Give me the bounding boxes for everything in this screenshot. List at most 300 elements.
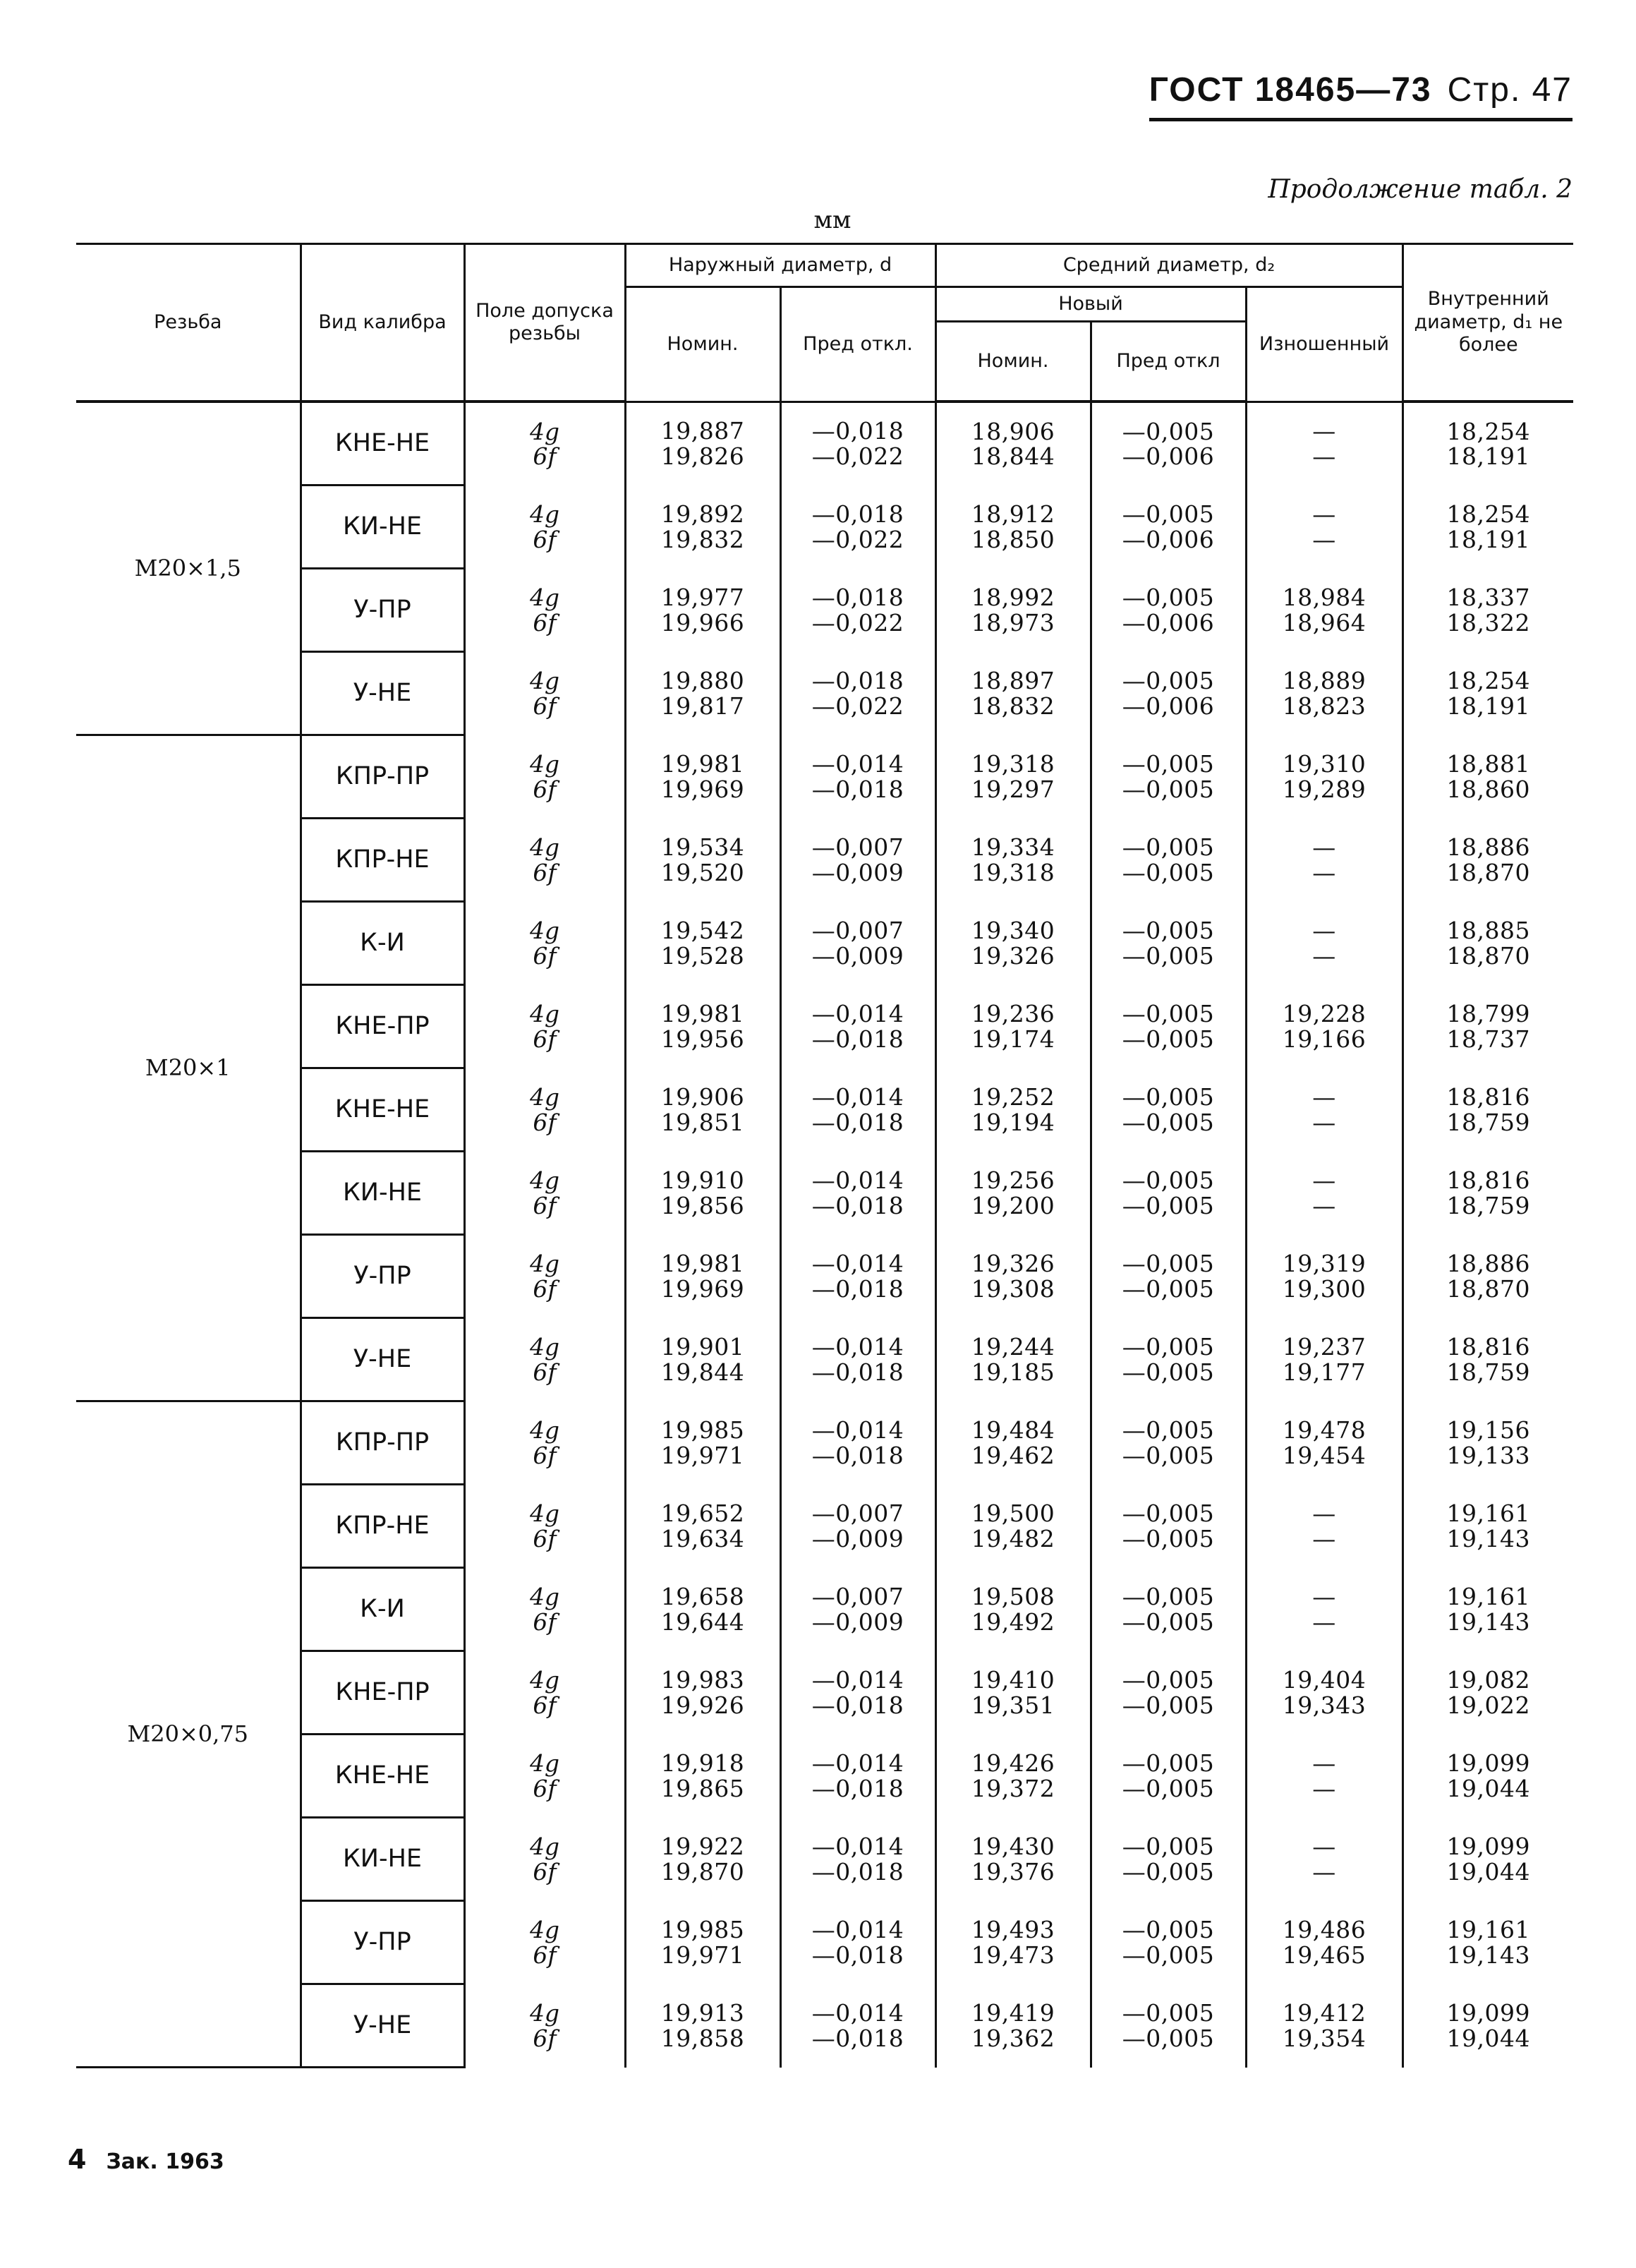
inner-diameter-cell-line: 19,143 — [1446, 1941, 1530, 1969]
mean-diameter-deviation-cell — [1091, 1651, 1246, 1735]
inner-diameter-cell-line: 19,044 — [1446, 1774, 1530, 1802]
mean-diameter-nominal-cell-line: 18,973 — [971, 608, 1055, 637]
tolerance-field-cell — [464, 819, 625, 902]
outer-diameter-nominal-cell — [625, 1235, 780, 1318]
unit-label: мм — [813, 206, 852, 234]
mean-diameter-nominal-cell — [935, 485, 1091, 569]
gauge-type-cell: К-И — [301, 1568, 464, 1651]
mean-diameter-nominal-cell-line: 19,500 — [971, 1499, 1055, 1527]
inner-diameter-cell — [1402, 402, 1573, 485]
inner-diameter-cell — [1402, 735, 1573, 819]
gauge-type-cell: КНЕ-НЕ — [301, 402, 464, 485]
tolerance-field-cell-line: 6f — [533, 1774, 557, 1802]
mean-diameter-worn-cell-line: 19,237 — [1282, 1332, 1367, 1361]
outer-diameter-deviation-cell-line: —0,022 — [811, 608, 904, 637]
mean-diameter-worn-cell-line: 19,166 — [1282, 1025, 1367, 1053]
tolerance-field-cell — [464, 1568, 625, 1651]
col-inner-diameter: Внутренний диаметр, d₁ не более — [1402, 244, 1573, 402]
outer-diameter-nominal-cell-line: 19,971 — [660, 1941, 745, 1969]
inner-diameter-cell-line: 18,191 — [1446, 525, 1530, 553]
mean-diameter-nominal-cell-line: 19,372 — [971, 1774, 1055, 1802]
mean-diameter-worn-cell — [1246, 1901, 1402, 1984]
tolerance-field-cell — [464, 1901, 625, 1984]
standard-number: ГОСТ 18465—73 — [1149, 71, 1432, 109]
table-row — [76, 569, 1573, 652]
outer-diameter-deviation-cell — [780, 1735, 935, 1818]
tolerance-field-cell-line: 4g — [529, 1915, 560, 1943]
tolerance-field-cell — [464, 902, 625, 985]
mean-diameter-nominal-cell-line: 19,308 — [971, 1274, 1055, 1303]
inner-diameter-cell-line: 18,799 — [1446, 999, 1530, 1027]
tolerance-field-cell-line: 6f — [533, 608, 557, 637]
outer-diameter-deviation-cell — [780, 1651, 935, 1735]
outer-diameter-deviation-cell-line: —0,014 — [811, 1832, 904, 1860]
outer-diameter-nominal-cell-line: 19,534 — [660, 833, 745, 861]
mean-diameter-nominal-cell-line: 19,252 — [971, 1082, 1055, 1111]
table-row — [76, 735, 1573, 819]
table-row — [76, 1651, 1573, 1735]
mean-diameter-deviation-cell-line: —0,005 — [1122, 999, 1215, 1027]
tolerance-field-cell-line: 4g — [529, 1249, 560, 1277]
mean-diameter-deviation-cell — [1091, 1401, 1246, 1485]
outer-diameter-deviation-cell-line: —0,018 — [811, 1191, 904, 1219]
mean-diameter-worn-cell-line: 19,465 — [1282, 1941, 1367, 1969]
outer-diameter-nominal-cell-line: 19,985 — [660, 1915, 745, 1943]
mean-diameter-nominal-cell — [935, 1568, 1091, 1651]
inner-diameter-cell — [1402, 1901, 1573, 1984]
mean-diameter-worn-cell-line: 18,889 — [1282, 666, 1367, 694]
inner-diameter-cell-line: 18,337 — [1446, 583, 1530, 611]
inner-diameter-cell — [1402, 569, 1573, 652]
mean-diameter-worn-cell — [1246, 902, 1402, 985]
mean-diameter-deviation-cell — [1091, 402, 1246, 485]
outer-diameter-deviation-cell-line: —0,007 — [811, 1582, 904, 1610]
mean-diameter-deviation-cell — [1091, 1818, 1246, 1901]
tolerance-field-cell-line: 4g — [529, 1082, 560, 1111]
tolerance-field-cell — [464, 485, 625, 569]
outer-diameter-deviation-cell-line: —0,018 — [811, 417, 904, 445]
tolerance-field-cell-line: 4g — [529, 916, 560, 944]
mean-diameter-deviation-cell-line: —0,005 — [1122, 1998, 1215, 2027]
mean-diameter-deviation-cell-line: —0,006 — [1122, 442, 1215, 471]
mean-diameter-deviation-cell-line: —0,005 — [1122, 916, 1215, 944]
mean-diameter-worn-cell-line: 19,300 — [1282, 1274, 1367, 1303]
outer-diameter-deviation-cell-line: —0,022 — [811, 442, 904, 470]
tolerance-field-cell-line: 6f — [533, 1607, 557, 1636]
mean-diameter-nominal-cell — [935, 985, 1091, 1068]
mean-diameter-worn-cell-line: — — [1312, 1082, 1336, 1111]
outer-diameter-nominal-cell-line: 19,856 — [660, 1191, 745, 1219]
mean-diameter-deviation-cell-line: —0,005 — [1122, 1166, 1215, 1194]
mean-diameter-deviation-cell-line: —0,005 — [1122, 500, 1215, 528]
outer-diameter-deviation-cell-line: —0,007 — [811, 833, 904, 861]
outer-diameter-nominal-cell-line: 19,892 — [660, 500, 745, 528]
outer-diameter-deviation-cell — [780, 1152, 935, 1235]
mean-diameter-deviation-cell — [1091, 1485, 1246, 1568]
gauge-type-cell: У-НЕ — [301, 1318, 464, 1401]
tolerance-field-cell-line: 6f — [533, 1941, 557, 1969]
outer-diameter-nominal-cell — [625, 652, 780, 735]
mean-diameter-deviation-cell-line: —0,005 — [1122, 1857, 1215, 1886]
tolerance-field-cell-line: 4g — [529, 833, 560, 861]
mean-diameter-nominal-cell — [935, 1651, 1091, 1735]
mean-diameter-deviation-cell — [1091, 1984, 1246, 2068]
inner-diameter-cell-line: 18,191 — [1446, 442, 1530, 471]
outer-diameter-nominal-cell — [625, 1984, 780, 2068]
outer-diameter-deviation-cell-line: —0,018 — [811, 775, 904, 803]
mean-diameter-nominal-cell-line: 19,473 — [971, 1941, 1055, 1969]
mean-diameter-deviation-cell — [1091, 485, 1246, 569]
outer-diameter-deviation-cell-line: —0,014 — [811, 1082, 904, 1111]
table-row — [76, 1235, 1573, 1318]
mean-diameter-deviation-cell — [1091, 735, 1246, 819]
inner-diameter-cell-line: 19,133 — [1446, 1441, 1530, 1469]
outer-diameter-nominal-cell-line: 19,922 — [660, 1832, 745, 1860]
inner-diameter-cell-line: 18,860 — [1446, 775, 1530, 803]
gauge-type-cell: КПР-ПР — [301, 735, 464, 819]
gauge-type-cell: КИ-НЕ — [301, 1818, 464, 1901]
inner-diameter-cell-line: 18,885 — [1446, 916, 1530, 944]
mean-diameter-nominal-cell — [935, 1901, 1091, 1984]
mean-diameter-nominal-cell-line: 19,326 — [971, 1249, 1055, 1277]
outer-diameter-deviation-cell-line: —0,007 — [811, 1499, 904, 1527]
mean-diameter-nominal-cell — [935, 1818, 1091, 1901]
outer-diameter-deviation-cell — [780, 735, 935, 819]
table-header — [76, 244, 1573, 402]
outer-diameter-nominal-cell — [625, 1901, 780, 1984]
mean-diameter-nominal-cell-line: 18,992 — [971, 583, 1055, 611]
tolerance-field-cell — [464, 1735, 625, 1818]
col-mean-new: Новый — [935, 287, 1246, 322]
mean-diameter-nominal-cell-line: 19,318 — [971, 858, 1055, 886]
mean-diameter-nominal-cell-line: 19,297 — [971, 775, 1055, 803]
inner-diameter-cell — [1402, 652, 1573, 735]
outer-diameter-deviation-cell — [780, 1485, 935, 1568]
table-body — [76, 402, 1573, 2068]
inner-diameter-cell-line: 18,191 — [1446, 692, 1530, 720]
outer-diameter-deviation-cell-line: —0,018 — [811, 2024, 904, 2052]
mean-diameter-deviation-cell-line: —0,005 — [1122, 749, 1215, 778]
inner-diameter-cell-line: 18,254 — [1446, 417, 1530, 445]
mean-diameter-worn-cell-line: 19,289 — [1282, 775, 1367, 803]
gauge-type-cell: К-И — [301, 902, 464, 985]
mean-diameter-nominal-cell-line: 19,484 — [971, 1416, 1055, 1444]
mean-diameter-nominal-cell — [935, 569, 1091, 652]
tolerance-field-cell-line: 6f — [533, 442, 557, 471]
outer-diameter-deviation-cell-line: —0,018 — [811, 1774, 904, 1802]
inner-diameter-cell-line: 19,022 — [1446, 1691, 1530, 1719]
mean-diameter-deviation-cell — [1091, 1901, 1246, 1984]
mean-diameter-deviation-cell-line: —0,005 — [1122, 1025, 1215, 1053]
mean-diameter-deviation-cell — [1091, 652, 1246, 735]
outer-diameter-nominal-cell-line: 19,880 — [660, 666, 745, 694]
inner-diameter-cell — [1402, 1568, 1573, 1651]
col-outer-diameter: Наружный диаметр, d — [625, 244, 935, 287]
mean-diameter-deviation-cell-line: —0,005 — [1122, 1941, 1215, 1969]
inner-diameter-cell-line: 18,870 — [1446, 1274, 1530, 1303]
mean-diameter-deviation-cell — [1091, 1068, 1246, 1152]
inner-diameter-cell — [1402, 1735, 1573, 1818]
tolerance-field-cell-line: 4g — [529, 1499, 560, 1527]
tolerance-field-cell-line: 6f — [533, 1025, 557, 1053]
mean-diameter-deviation-cell-line: —0,005 — [1122, 1607, 1215, 1636]
mean-diameter-nominal-cell-line: 18,844 — [971, 442, 1055, 471]
tolerance-field-cell — [464, 985, 625, 1068]
table-row — [76, 1318, 1573, 1401]
thread-size-cell: М20×1,5 — [76, 402, 301, 735]
mean-diameter-worn-cell — [1246, 1235, 1402, 1318]
inner-diameter-cell-line: 19,099 — [1446, 1998, 1530, 2027]
mean-diameter-deviation-cell-line: —0,005 — [1122, 1774, 1215, 1802]
outer-diameter-deviation-cell — [780, 1568, 935, 1651]
mean-diameter-deviation-cell — [1091, 1568, 1246, 1651]
inner-diameter-cell — [1402, 1651, 1573, 1735]
mean-diameter-deviation-cell-line: —0,005 — [1122, 1749, 1215, 1777]
outer-diameter-nominal-cell-line: 19,956 — [660, 1025, 745, 1053]
mean-diameter-nominal-cell — [935, 1401, 1091, 1485]
mean-diameter-worn-cell-line: — — [1312, 941, 1336, 970]
mean-diameter-worn-cell-line: 19,310 — [1282, 749, 1367, 778]
inner-diameter-cell-line: 18,737 — [1446, 1025, 1530, 1053]
mean-diameter-nominal-cell — [935, 735, 1091, 819]
inner-diameter-cell — [1402, 1235, 1573, 1318]
outer-diameter-deviation-cell-line: —0,014 — [811, 1166, 904, 1194]
outer-diameter-deviation-cell-line: —0,018 — [811, 583, 904, 611]
gauge-type-cell: КИ-НЕ — [301, 485, 464, 569]
gauge-type-cell: У-НЕ — [301, 1984, 464, 2068]
mean-diameter-deviation-cell-line: —0,005 — [1122, 1499, 1215, 1527]
mean-diameter-worn-cell-line: — — [1312, 1166, 1336, 1194]
outer-diameter-deviation-cell-line: —0,014 — [811, 1249, 904, 1277]
outer-diameter-nominal-cell — [625, 1735, 780, 1818]
mean-diameter-worn-cell-line: — — [1312, 1749, 1336, 1777]
outer-diameter-nominal-cell-line: 19,817 — [660, 692, 745, 720]
mean-diameter-nominal-cell-line: 19,174 — [971, 1025, 1055, 1053]
col-mean-worn: Изношенный — [1246, 287, 1402, 402]
tolerance-field-cell-line: 4g — [529, 1582, 560, 1610]
inner-diameter-cell-line: 19,161 — [1446, 1915, 1530, 1943]
footer-order: Зак. 1963 — [106, 2149, 224, 2174]
mean-diameter-deviation-cell-line: —0,005 — [1122, 1249, 1215, 1277]
inner-diameter-cell-line: 19,082 — [1446, 1665, 1530, 1694]
outer-diameter-nominal-cell-line: 19,983 — [660, 1665, 745, 1694]
tolerance-field-cell-line: 6f — [533, 858, 557, 886]
outer-diameter-nominal-cell — [625, 402, 780, 485]
mean-diameter-deviation-cell — [1091, 819, 1246, 902]
inner-diameter-cell — [1402, 1401, 1573, 1485]
gauge-type-cell: КПР-ПР — [301, 1401, 464, 1485]
outer-diameter-nominal-cell-line: 19,858 — [660, 2024, 745, 2052]
outer-diameter-deviation-cell-line: —0,018 — [811, 1857, 904, 1886]
inner-diameter-cell-line: 19,044 — [1446, 1857, 1530, 1886]
tolerance-field-cell-line: 4g — [529, 1166, 560, 1194]
mean-diameter-nominal-cell-line: 19,340 — [971, 916, 1055, 944]
mean-diameter-deviation-cell — [1091, 985, 1246, 1068]
tolerance-field-cell — [464, 1401, 625, 1485]
tolerance-field-cell — [464, 569, 625, 652]
tolerance-field-cell-line: 4g — [529, 1832, 560, 1860]
mean-diameter-deviation-cell-line: —0,005 — [1122, 2024, 1215, 2052]
table-row — [76, 1568, 1573, 1651]
mean-diameter-worn-cell-line: — — [1312, 833, 1336, 861]
mean-diameter-nominal-cell-line: 19,493 — [971, 1915, 1055, 1943]
inner-diameter-cell-line: 18,816 — [1446, 1166, 1530, 1194]
outer-diameter-deviation-cell-line: —0,018 — [811, 1358, 904, 1386]
mean-diameter-nominal-cell — [935, 652, 1091, 735]
tolerance-field-cell-line: 4g — [529, 1998, 560, 2027]
mean-diameter-worn-cell-line: — — [1312, 500, 1336, 528]
col-thread: Резьба — [76, 244, 301, 402]
tolerance-field-cell-line: 4g — [529, 666, 560, 694]
table-row — [76, 1068, 1573, 1152]
tolerance-field-cell-line: 6f — [533, 2024, 557, 2052]
inner-diameter-cell — [1402, 1984, 1573, 2068]
inner-diameter-cell-line: 18,881 — [1446, 749, 1530, 778]
mean-diameter-worn-cell — [1246, 1401, 1402, 1485]
mean-diameter-deviation-cell-line: —0,005 — [1122, 583, 1215, 611]
outer-diameter-deviation-cell — [780, 1235, 935, 1318]
outer-diameter-nominal-cell-line: 19,981 — [660, 749, 745, 778]
outer-diameter-nominal-cell-line: 19,901 — [660, 1332, 745, 1361]
inner-diameter-cell-line: 19,143 — [1446, 1524, 1530, 1552]
outer-diameter-nominal-cell-line: 19,985 — [660, 1416, 745, 1444]
inner-diameter-cell — [1402, 1818, 1573, 1901]
mean-diameter-deviation-cell-line: —0,006 — [1122, 692, 1215, 720]
table-row — [76, 1485, 1573, 1568]
outer-diameter-nominal-cell — [625, 1401, 780, 1485]
col-tolerance-field: Поле допуска резьбы — [464, 244, 625, 402]
table-row — [76, 1984, 1573, 2068]
mean-diameter-nominal-cell-line: 19,430 — [971, 1832, 1055, 1860]
col-outer-nominal: Номин. — [625, 287, 780, 402]
mean-diameter-nominal-cell-line: 18,832 — [971, 692, 1055, 720]
mean-diameter-worn-cell-line: — — [1312, 1524, 1336, 1552]
mean-diameter-worn-cell — [1246, 1651, 1402, 1735]
outer-diameter-deviation-cell-line: —0,014 — [811, 999, 904, 1027]
mean-diameter-nominal-cell — [935, 1152, 1091, 1235]
outer-diameter-nominal-cell-line: 19,634 — [660, 1524, 745, 1552]
mean-diameter-worn-cell-line: 19,486 — [1282, 1915, 1367, 1943]
footer-page-number: 4 — [68, 2144, 87, 2175]
table-row — [76, 485, 1573, 569]
mean-diameter-worn-cell — [1246, 735, 1402, 819]
outer-diameter-nominal-cell — [625, 819, 780, 902]
outer-diameter-nominal-cell-line: 19,652 — [660, 1499, 745, 1527]
mean-diameter-deviation-cell-line: —0,006 — [1122, 608, 1215, 637]
outer-diameter-deviation-cell — [780, 1984, 935, 2068]
mean-diameter-nominal-cell-line: 19,185 — [971, 1358, 1055, 1386]
mean-diameter-worn-cell — [1246, 819, 1402, 902]
mean-diameter-nominal-cell-line: 19,244 — [971, 1332, 1055, 1361]
outer-diameter-nominal-cell-line: 19,977 — [660, 583, 745, 611]
mean-diameter-nominal-cell — [935, 1318, 1091, 1401]
tolerance-field-cell-line: 6f — [533, 1274, 557, 1303]
tolerance-field-cell — [464, 1068, 625, 1152]
outer-diameter-nominal-cell-line: 19,910 — [660, 1166, 745, 1194]
gauge-type-cell: КНЕ-ПР — [301, 985, 464, 1068]
mean-diameter-deviation-cell-line: —0,005 — [1122, 858, 1215, 886]
tolerance-field-cell-line: 6f — [533, 1108, 557, 1136]
outer-diameter-nominal-cell-line: 19,520 — [660, 858, 745, 886]
outer-diameter-nominal-cell — [625, 1068, 780, 1152]
tolerance-field-cell-line: 4g — [529, 1665, 560, 1694]
inner-diameter-cell-line: 19,044 — [1446, 2024, 1530, 2052]
outer-diameter-nominal-cell — [625, 485, 780, 569]
outer-diameter-deviation-cell-line: —0,009 — [811, 1524, 904, 1552]
tolerance-field-cell-line: 6f — [533, 1691, 557, 1719]
inner-diameter-cell — [1402, 485, 1573, 569]
mean-diameter-deviation-cell-line: —0,005 — [1122, 1082, 1215, 1111]
mean-diameter-deviation-cell-line: —0,005 — [1122, 1332, 1215, 1361]
mean-diameter-nominal-cell-line: 18,912 — [971, 500, 1055, 528]
mean-diameter-nominal-cell-line: 19,362 — [971, 2024, 1055, 2052]
tolerance-field-cell-line: 6f — [533, 941, 557, 970]
tolerance-field-cell-line: 6f — [533, 775, 557, 803]
table-row — [76, 1818, 1573, 1901]
gauge-type-cell: У-ПР — [301, 1901, 464, 1984]
outer-diameter-nominal-cell-line: 19,969 — [660, 775, 745, 803]
mean-diameter-worn-cell-line: — — [1312, 858, 1336, 886]
mean-diameter-worn-cell-line: — — [1312, 1108, 1336, 1136]
mean-diameter-nominal-cell-line: 19,194 — [971, 1108, 1055, 1136]
mean-diameter-deviation-cell-line: —0,005 — [1122, 941, 1215, 970]
outer-diameter-nominal-cell — [625, 569, 780, 652]
mean-diameter-worn-cell-line: — — [1312, 1499, 1336, 1527]
table-row — [76, 402, 1573, 485]
mean-diameter-deviation-cell-line: —0,005 — [1122, 1108, 1215, 1136]
gauge-type-cell: КПР-НЕ — [301, 1485, 464, 1568]
mean-diameter-worn-cell — [1246, 1068, 1402, 1152]
outer-diameter-nominal-cell — [625, 1485, 780, 1568]
outer-diameter-nominal-cell — [625, 985, 780, 1068]
inner-diameter-cell-line: 19,143 — [1446, 1607, 1530, 1636]
outer-diameter-deviation-cell-line: —0,014 — [811, 749, 904, 778]
page-header — [1149, 71, 1573, 121]
tolerance-field-cell — [464, 1651, 625, 1735]
inner-diameter-cell-line: 18,322 — [1446, 608, 1530, 637]
inner-diameter-cell-line: 18,886 — [1446, 1249, 1530, 1277]
gauge-dimensions-table — [76, 243, 1573, 2068]
inner-diameter-cell-line: 18,759 — [1446, 1358, 1530, 1386]
outer-diameter-deviation-cell-line: —0,018 — [811, 500, 904, 528]
mean-diameter-worn-cell — [1246, 1152, 1402, 1235]
mean-diameter-worn-cell — [1246, 1485, 1402, 1568]
mean-diameter-nominal-cell-line: 18,897 — [971, 666, 1055, 694]
mean-diameter-worn-cell — [1246, 569, 1402, 652]
mean-diameter-worn-cell — [1246, 985, 1402, 1068]
outer-diameter-deviation-cell — [780, 485, 935, 569]
outer-diameter-deviation-cell-line: —0,014 — [811, 1416, 904, 1444]
mean-diameter-nominal-cell — [935, 402, 1091, 485]
outer-diameter-deviation-cell-line: —0,014 — [811, 1665, 904, 1694]
outer-diameter-nominal-cell-line: 19,870 — [660, 1857, 745, 1886]
mean-diameter-deviation-cell-line: —0,005 — [1122, 666, 1215, 694]
outer-diameter-deviation-cell-line: —0,009 — [811, 1607, 904, 1636]
mean-diameter-worn-cell-line: 19,177 — [1282, 1358, 1367, 1386]
mean-diameter-deviation-cell — [1091, 1235, 1246, 1318]
mean-diameter-deviation-cell-line: —0,005 — [1122, 1832, 1215, 1860]
mean-diameter-deviation-cell-line: —0,005 — [1122, 1915, 1215, 1943]
mean-diameter-nominal-cell-line: 19,334 — [971, 833, 1055, 861]
mean-diameter-worn-cell-line: 19,404 — [1282, 1665, 1367, 1694]
mean-diameter-worn-cell-line: 18,984 — [1282, 583, 1367, 611]
mean-diameter-worn-cell-line: — — [1312, 1857, 1336, 1886]
outer-diameter-nominal-cell-line: 19,644 — [660, 1607, 745, 1636]
outer-diameter-deviation-cell-line: —0,018 — [811, 1441, 904, 1469]
table-row — [76, 652, 1573, 735]
mean-diameter-nominal-cell — [935, 902, 1091, 985]
inner-diameter-cell — [1402, 1318, 1573, 1401]
